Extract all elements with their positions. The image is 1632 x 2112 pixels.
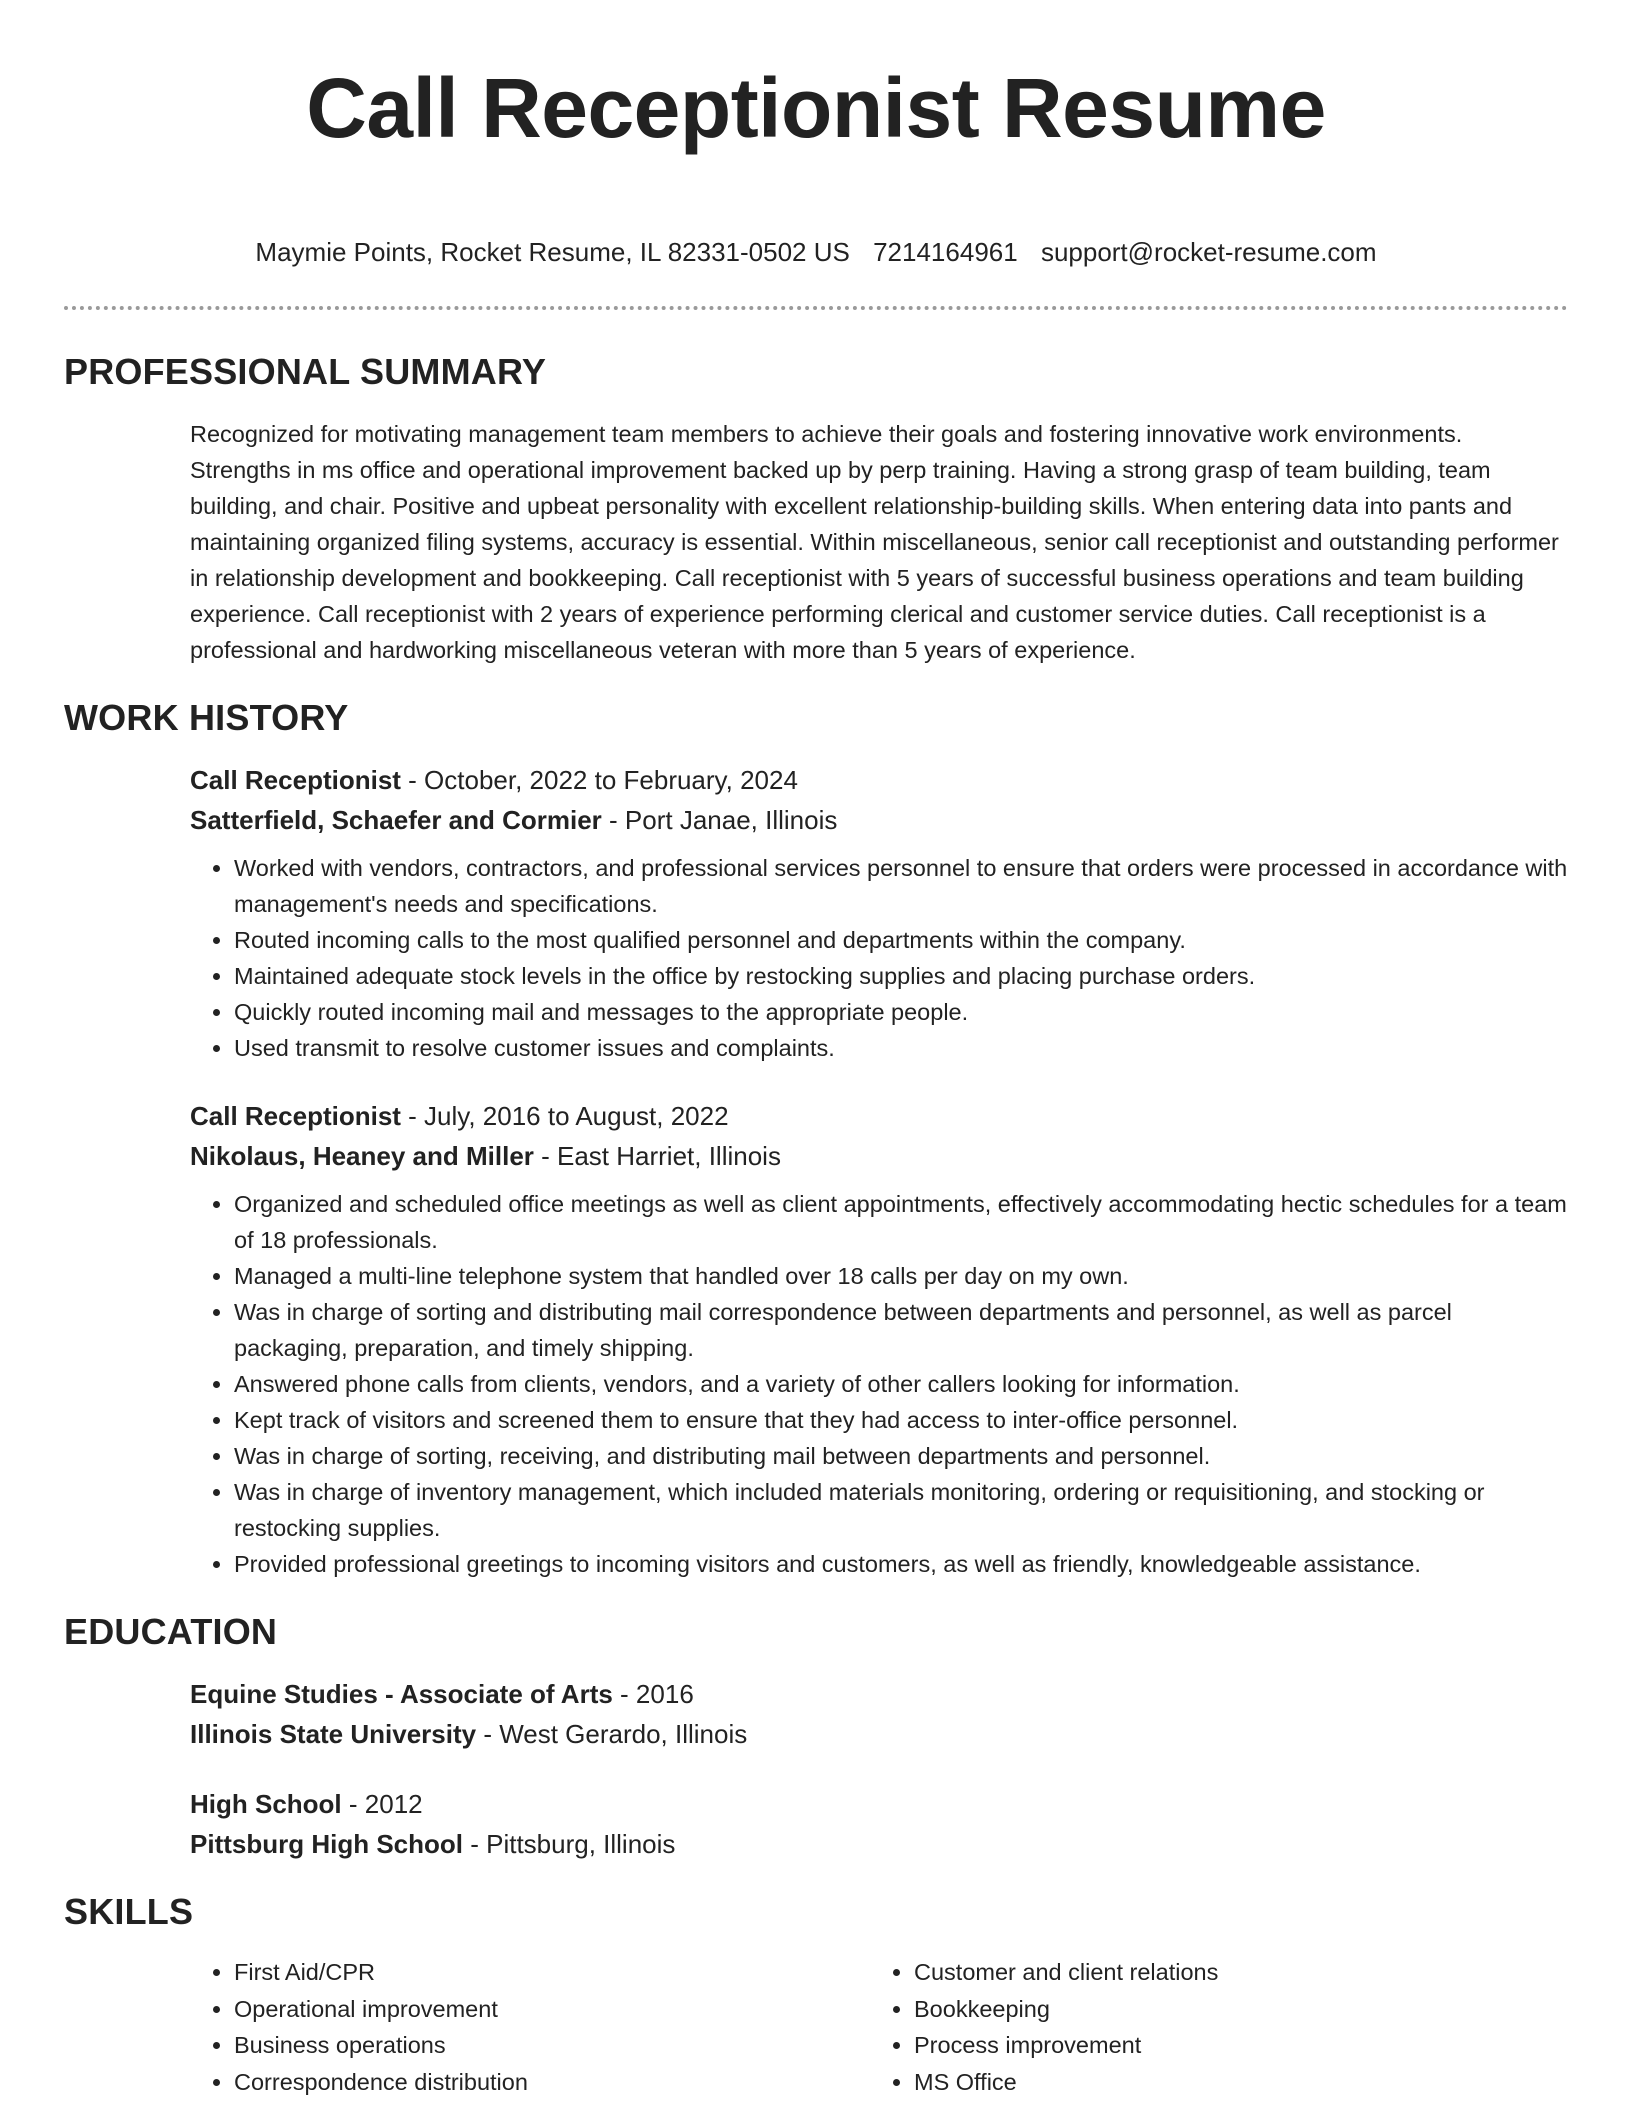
- list-item: • Maintained adequate stock levels in the office by restocking supplies and placing purchase orders.: [234, 958, 1568, 994]
- list-item: • MS Office: [914, 2064, 1550, 2101]
- list-item: • Business operations: [234, 2027, 870, 2064]
- list-item: • First Aid/CPR: [234, 1954, 870, 1991]
- list-item: • Quickly routed incoming mail and messages to the appropriate people.: [234, 994, 1568, 1030]
- job-company: Satterfield, Schaefer and Cormier: [190, 805, 602, 835]
- job-bullets: [190, 850, 1568, 1066]
- list-item: • Kept track of visitors and screened them to ensure that they had access to inter-office personnel.: [234, 1402, 1568, 1438]
- skills-list: [870, 1954, 1550, 2100]
- degree-line: [190, 1674, 1568, 1714]
- skills-grid: [190, 1954, 1568, 2100]
- job-bullets: [190, 1186, 1568, 1582]
- summary-heading: PROFESSIONAL SUMMARY: [64, 351, 547, 392]
- degree-line: [190, 1784, 1568, 1824]
- job-title: Call Receptionist: [190, 1101, 401, 1131]
- work-section: [190, 760, 1568, 1582]
- school: Illinois State University: [190, 1719, 477, 1749]
- list-item: • Answered phone calls from clients, vendors, and a variety of other callers looking for information.: [234, 1366, 1568, 1402]
- degree-year: - 2016: [612, 1679, 694, 1709]
- list-item: • Correspondence distribution: [234, 2064, 870, 2101]
- list-item: • Operational improvement: [234, 1991, 870, 2028]
- list-item: • Routed incoming calls to the most qualified personnel and departments within the company.: [234, 922, 1568, 958]
- list-item: • Bookkeeping: [914, 1991, 1550, 2028]
- degree-year: - 2012: [341, 1789, 423, 1819]
- job-dates: - October, 2022 to February, 2024: [400, 765, 798, 795]
- school-line: [190, 1824, 1568, 1864]
- job-company-line: [190, 1136, 1568, 1176]
- job-dates: - July, 2016 to August, 2022: [400, 1101, 729, 1131]
- summary-section: [190, 416, 1568, 668]
- contact-address: Maymie Points, Rocket Resume, IL 82331-0502 US: [255, 237, 850, 267]
- education-entry: [190, 1674, 1568, 1754]
- school: Pittsburg High School: [190, 1829, 463, 1859]
- degree: High School: [190, 1789, 342, 1819]
- job-location: - Port Janae, Illinois: [601, 805, 838, 835]
- education-entry: [190, 1784, 1568, 1864]
- school-location: - Pittsburg, Illinois: [463, 1829, 676, 1859]
- list-item: • Managed a multi-line telephone system that handled over 18 calls per day on my own.: [234, 1258, 1568, 1294]
- degree: Equine Studies - Associate of Arts: [190, 1679, 613, 1709]
- job-company-line: [190, 800, 1568, 840]
- list-item: • Provided professional greetings to incoming visitors and customers, as well as friendly, knowledgeable assistance.: [234, 1546, 1568, 1582]
- job-company: Nikolaus, Heaney and Miller: [190, 1141, 534, 1171]
- list-item: • Was in charge of inventory management, which included materials monitoring, ordering or requisitioning, and stocking or restocking supplies.: [234, 1474, 1568, 1546]
- education-heading: EDUCATION: [64, 1611, 278, 1652]
- job-entry: [190, 760, 1568, 1066]
- list-item: • Was in charge of sorting and distributing mail correspondence between departments and personnel, as well as parcel packaging, preparation, and timely shipping.: [234, 1294, 1568, 1366]
- list-item: • Used transmit to resolve customer issues and complaints.: [234, 1030, 1568, 1066]
- school-location: - West Gerardo, Illinois: [476, 1719, 748, 1749]
- job-title-line: [190, 760, 1568, 800]
- skills-section: [190, 1954, 1568, 2100]
- list-item: • Organized and scheduled office meetings as well as client appointments, effectively accommodating hectic schedules for a team of 18 professionals.: [234, 1186, 1568, 1258]
- education-section: [190, 1674, 1568, 1864]
- work-heading: WORK HISTORY: [64, 697, 349, 738]
- summary-text: Recognized for motivating management team members to achieve their goals and fostering innovative work environments. Strengths in ms office and operational improvement backed up by perp training. Having a strong grasp of team building, team building, and chair. Positive and upbeat personality with excellent relationship-building skills. When entering data into pants and maintaining organized filing systems, accuracy is essential. Within miscellaneous, senior call receptionist and outstanding performer in relationship development and bookkeeping. Call receptionist with 5 years of successful business operations and team building experience. Call receptionist with 2 years of experience performing clerical and customer service duties. Call receptionist is a professional and hardworking miscellaneous veteran with more than 5 years of experience.: [190, 421, 1559, 663]
- skills-column-right: [870, 1954, 1550, 2100]
- skills-heading: SKILLS: [64, 1891, 194, 1932]
- job-entry: [190, 1096, 1568, 1582]
- list-item: • Process improvement: [914, 2027, 1550, 2064]
- job-title-line: [190, 1096, 1568, 1136]
- skills-list: [190, 1954, 870, 2100]
- job-location: - East Harriet, Illinois: [533, 1141, 781, 1171]
- contact-email: support@rocket-resume.com: [1040, 237, 1377, 267]
- skills-column-left: [190, 1954, 870, 2100]
- school-line: [190, 1714, 1568, 1754]
- job-title: Call Receptionist: [190, 765, 401, 795]
- list-item: • Customer and client relations: [914, 1954, 1550, 1991]
- contact-line: [64, 234, 1568, 270]
- header-divider: [64, 306, 1568, 310]
- list-item: • Was in charge of sorting, receiving, and distributing mail between departments and personnel.: [234, 1438, 1568, 1474]
- contact-phone: 7214164961: [873, 237, 1018, 267]
- list-item: • Worked with vendors, contractors, and professional services personnel to ensure that orders were processed in accordance with management's needs and specifications.: [234, 850, 1568, 922]
- resume-title: Call Receptionist Resume: [306, 61, 1326, 155]
